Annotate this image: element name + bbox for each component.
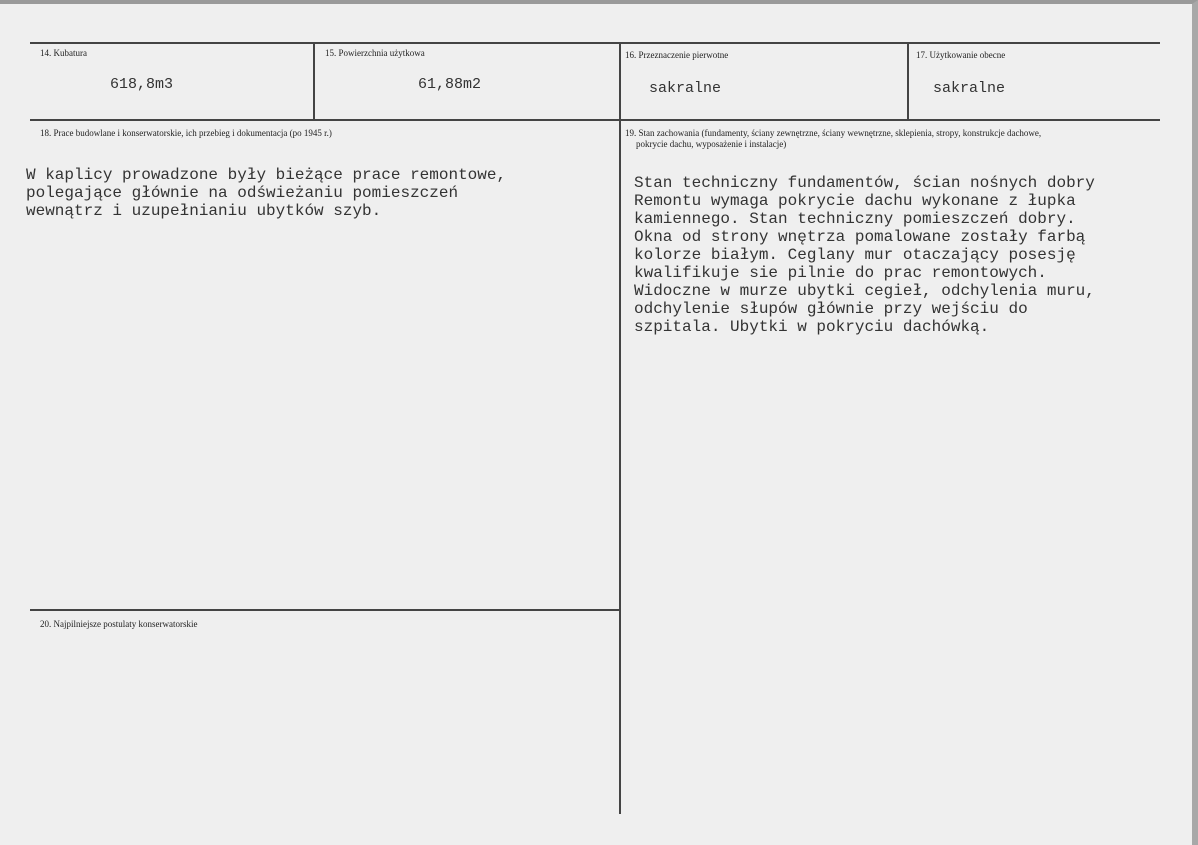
field19-label-line2: pokrycie dachu, wyposażenie i instalacje) bbox=[636, 139, 787, 149]
field19-text: Stan techniczny fundamentów, ścian nośnych dobry Remontu wymaga pokrycie dachu wykonane z łupka kamiennego. Stan techniczny pomieszczeń dobry. Okna od strony wnętrza pomalowane zostały farbą kolorze białym. Ceglany mur otaczający posesję kwalifikuje sie pilnie do prac remontowych. Widoczne w murze ubytki cegieł, odchylenia muru, odchylenie słupów głównie przy wejściu do szpitala. Ubytki w pokryciu dachówką. bbox=[634, 174, 1095, 336]
field14-value: 618,8m3 bbox=[110, 76, 174, 93]
divider-15-16 bbox=[619, 42, 621, 814]
field17-value: sakralne bbox=[933, 80, 1006, 97]
field18-bottom-rule bbox=[30, 609, 620, 611]
field15-value: 61,88m2 bbox=[418, 76, 482, 93]
top-rule bbox=[30, 42, 1160, 44]
divider-14-15 bbox=[313, 42, 315, 121]
field14-label: 14. Kubatura bbox=[40, 48, 87, 58]
field19-label-line1: 19. Stan zachowania (fundamenty, ściany zewnętrzne, ściany wewnętrzne, sklepienia, stropy, konstrukcje dachowe, bbox=[625, 128, 1042, 138]
field18-text: W kaplicy prowadzone były bieżące prace remontowe, polegające głównie na odświeżaniu pomieszczeń wewnątrz i uzupełnianiu ubytków szyb. bbox=[26, 166, 507, 220]
row1-bottom-rule bbox=[30, 119, 1160, 121]
field17-label: 17. Użytkowanie obecne bbox=[916, 50, 1006, 60]
field15-label: 15. Powierzchnia użytkowa bbox=[325, 48, 425, 58]
field18-label: 18. Prace budowlane i konserwatorskie, ich przebieg i dokumentacja (po 1945 r.) bbox=[40, 128, 332, 138]
field16-label: 16. Przeznaczenie pierwotne bbox=[625, 50, 729, 60]
divider-16-17 bbox=[907, 42, 909, 121]
field16-value: sakralne bbox=[649, 80, 722, 97]
field20-label: 20. Najpilniejsze postulaty konserwatorskie bbox=[40, 619, 198, 629]
